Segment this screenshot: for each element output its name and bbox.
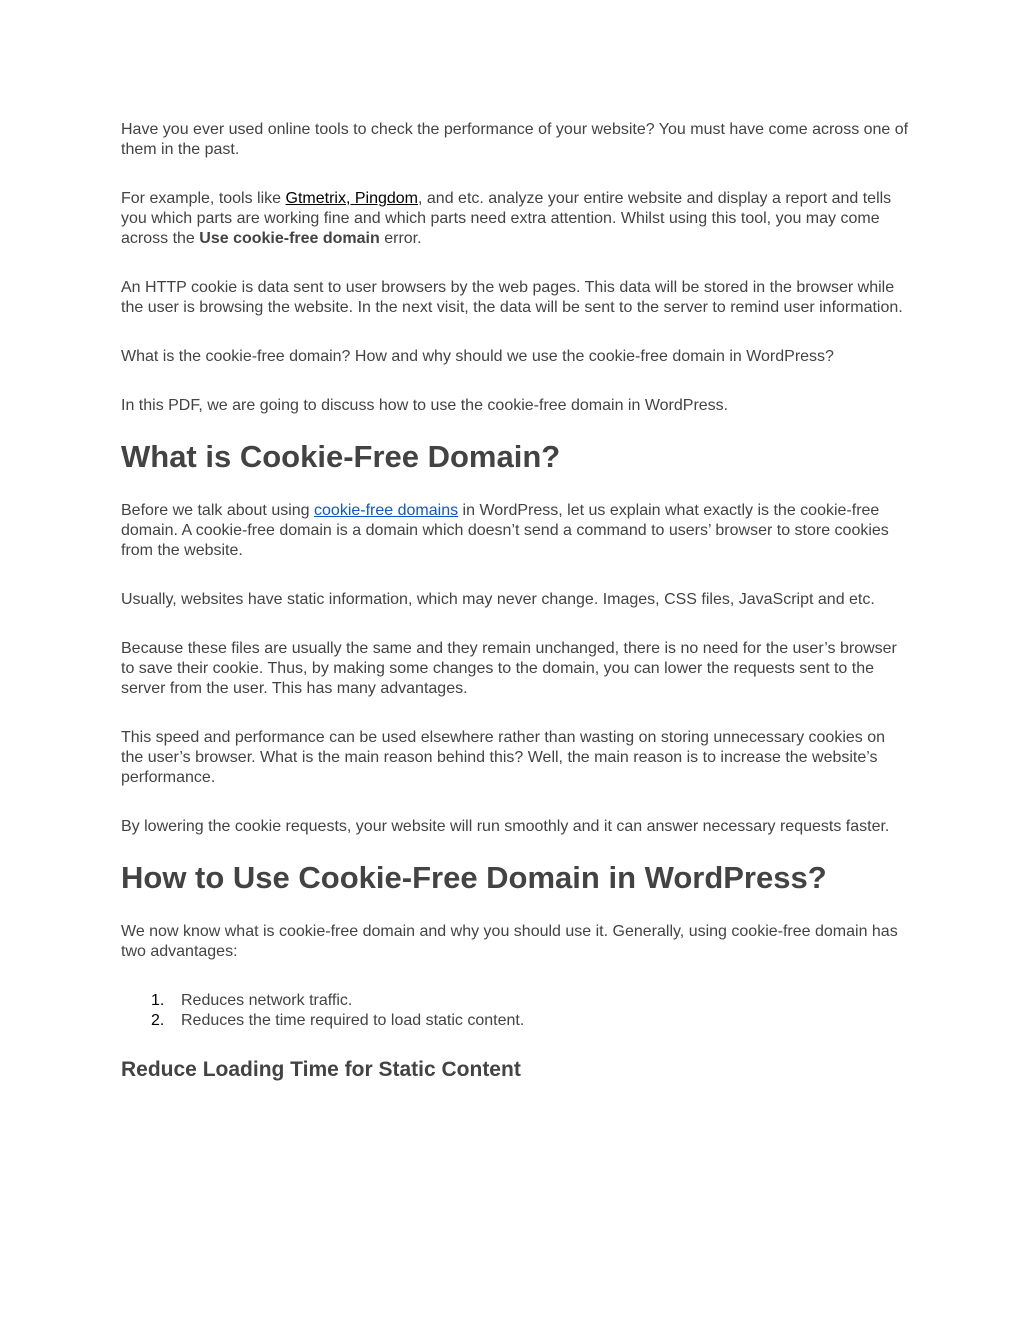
intro-paragraph-2 [121,189,911,249]
link-separator: , [345,190,355,207]
intro-paragraph-4: What is the cookie-free domain? How and why should we use the cookie-free domain in WordPress? [121,348,834,365]
section1-paragraph-1 [121,501,911,561]
list-item-text: Reduces network traffic. [181,992,353,1009]
list-item-number: 2. [151,1012,165,1029]
document-page [121,120,911,1083]
intro-paragraph-2-text-middle: , and etc. analyze your entire website and display a report and tells you which parts are working fine and which parts need extra attention. Whilst using this tool, you may come across the [121,190,892,247]
list-item [121,991,911,1011]
intro-paragraph-1: Have you ever used online tools to check the performance of your website? You must have come across one of them in the past. [121,121,909,158]
list-item [121,1011,911,1031]
section-heading-how-to-use: How to Use Cookie-Free Domain in WordPress? [121,860,827,895]
error-name-bold: Use cookie-free domain [199,230,380,247]
gtmetrix-link[interactable]: Gtmetrix [285,190,346,207]
subsection-heading-reduce-loading: Reduce Loading Time for Static Content [121,1058,521,1081]
section-heading-what-is: What is Cookie-Free Domain? [121,439,561,474]
intro-paragraph-5: In this PDF, we are going to discuss how to use the cookie-free domain in WordPress. [121,397,729,414]
list-item-number: 1. [151,992,165,1009]
section1-paragraph-5: By lowering the cookie requests, your website will run smoothly and it can answer necessary requests faster. [121,818,890,835]
section1-paragraph-1-text-end: in WordPress, let us explain what exactly is the cookie-free domain. A cookie-free domain is a domain which doesn’t send a command to users’ browser to store cookies from the website. [121,502,889,559]
section1-paragraph-1-text-start: Before we talk about using [121,502,315,519]
section1-paragraph-3: Because these files are usually the same and they remain unchanged, there is no need for the user’s browser to save their cookie. Thus, by making some changes to the domain, you can lower the requests sent to the server from the user. This has many advantages. [121,640,897,697]
pingdom-link[interactable]: Pingdom [354,190,419,207]
intro-paragraph-2-text-end: error. [379,230,422,247]
list-item-text: Reduces the time required to load static content. [181,1012,525,1029]
section1-paragraph-2: Usually, websites have static information, which may never change. Images, CSS files, JavaScript and etc. [121,591,875,608]
intro-paragraph-2-text-start: For example, tools like [121,190,286,207]
advantages-list [121,991,911,1031]
section1-paragraph-4: This speed and performance can be used elsewhere rather than wasting on storing unnecessary cookies on the user’s browser. What is the main reason behind this? Well, the main reason is to increase the website’s performance. [121,729,886,786]
section2-paragraph-1: We now know what is cookie-free domain and why you should use it. Generally, using cookie-free domain has two advantages: [121,923,898,960]
intro-paragraph-3: An HTTP cookie is data sent to user browsers by the web pages. This data will be stored in the browser while the user is browsing the website. In the next visit, the data will be sent to the server to remind user information. [121,279,903,316]
cookie-free-domains-link[interactable]: cookie-free domains [314,502,459,519]
